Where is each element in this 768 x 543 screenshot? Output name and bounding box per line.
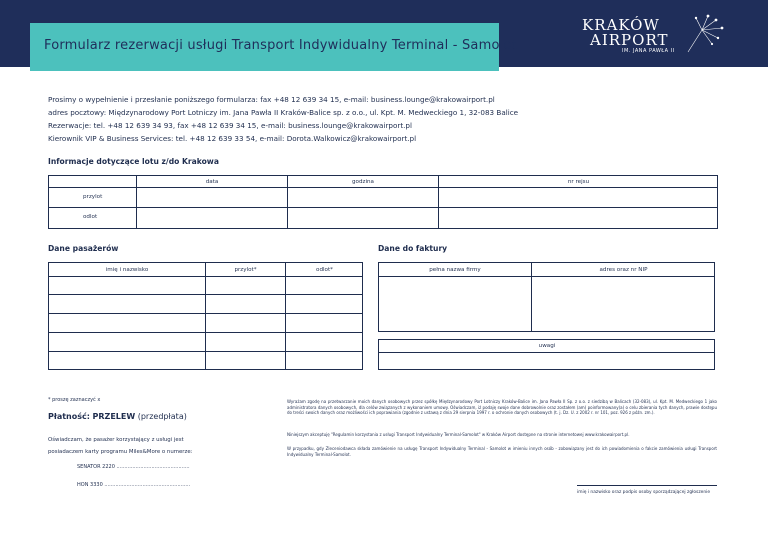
col-header-name: imię i nazwisko: [49, 263, 206, 277]
passenger-departure-checkbox[interactable]: [286, 352, 363, 370]
logo-line-3: IM. JANA PAWŁA II: [622, 48, 675, 54]
remarks-field[interactable]: [379, 353, 715, 370]
loyalty-statement: [48, 434, 288, 458]
senator-card-field[interactable]: SENATOR 2220 ..............................................: [77, 464, 190, 470]
consent-paragraph-1: Wyrażam zgodę na przetwarzanie moich danych osobowych przez spółkę Międzynarodowy Port Lotniczy Kraków-Balice im. Jana Pawła II Sp. z o.o. z siedzibą w Balicach (32-083), ul. Kpt. M. Medweckiego 1 jako administratora danych osobowych, dla celów związanych z wykonaniem umowy. Oświadczam, iż podaję swoje dane dobrowolnie oraz zostałem (am) poinformowany(a) o celu zbierania tych danych, prawie dostępu do treści swoich danych oraz możliwości ich poprawiania (zgodnie z ustawą z dnia 29 sierpnia 1997 r. o ochronie danych osobowych (t. j. Dz. U. z 2002 r. nr 101, poz. 926 z późn. zm.).: [287, 399, 717, 416]
contact-line: Kierownik VIP & Business Services: tel. +48 12 639 33 54, e-mail: Dorota.Walkowicz@krakowairport.pl: [48, 134, 417, 143]
remarks-table: [378, 339, 715, 370]
passenger-arrival-checkbox[interactable]: [206, 314, 286, 333]
signature-label: imię i nazwisko oraz podpis osoby sporządzającej zgłoszenie: [577, 490, 711, 495]
col-header-address: adres oraz nr NIP: [532, 263, 715, 277]
logo-line-2: AIRPORT: [590, 31, 669, 49]
col-header-company: pełna nazwa firmy: [379, 263, 532, 277]
hon-card-field[interactable]: HON 3330 ......................................................: [77, 482, 191, 488]
departure-time-field[interactable]: [288, 208, 439, 229]
passenger-departure-checkbox[interactable]: [286, 314, 363, 333]
passenger-name-field[interactable]: [49, 314, 206, 333]
departure-flight-no-field[interactable]: [439, 208, 718, 229]
contact-line: adres pocztowy: Międzynarodowy Port Lotniczy im. Jana Pawła II Kraków-Balice sp. z o.o., ul. Kpt. M. Medweckiego 1, 32-083 Balice: [48, 108, 519, 117]
departure-date-field[interactable]: [137, 208, 288, 229]
flight-heading: Informacje dotyczące lotu z/do Krakowa: [48, 157, 219, 166]
col-header-departure: odlot*: [286, 263, 363, 277]
passengers-table: [48, 262, 363, 370]
col-header-time: godzina: [288, 176, 439, 188]
passenger-arrival-checkbox[interactable]: [206, 277, 286, 295]
consent-paragraph-2: Niniejszym akceptuję "Regulamin korzystania z usługi Transport Indywidualny Terminal-Samolot" w Kraków Airport dostępne na stronie internetowej www.krakowairport.pl.: [287, 432, 630, 437]
contact-line: Prosimy o wypełnienie i przesłanie poniższego formularza: fax +48 12 639 34 15, e-mail: business.lounge@krakowairport.pl: [48, 95, 495, 104]
passenger-departure-checkbox[interactable]: [286, 333, 363, 352]
passengers-heading: Dane pasażerów: [48, 244, 119, 253]
contact-line: Rezerwacje: tel. +48 12 639 34 93, fax +48 12 639 34 15, e-mail: business.lounge@krakowairport.pl: [48, 121, 412, 130]
dandelion-icon: [678, 12, 728, 56]
address-nip-field[interactable]: [532, 277, 715, 332]
payment-label: Płatność:: [48, 412, 90, 421]
col-header-date: data: [137, 176, 288, 188]
arrival-date-field[interactable]: [137, 188, 288, 208]
contact-info: [48, 93, 518, 145]
flight-corner-cell: [49, 176, 137, 188]
passenger-departure-checkbox[interactable]: [286, 295, 363, 314]
invoice-heading: Dane do faktury: [378, 244, 448, 253]
passenger-arrival-checkbox[interactable]: [206, 295, 286, 314]
invoice-table: [378, 262, 715, 332]
title-banner: [30, 23, 517, 71]
passenger-name-field[interactable]: [49, 277, 206, 295]
arrival-flight-no-field[interactable]: [439, 188, 718, 208]
flight-table: [48, 175, 718, 229]
company-name-field[interactable]: [379, 277, 532, 332]
col-header-remarks: uwagi: [379, 340, 715, 353]
payment-method: PRZELEW: [92, 412, 136, 421]
passenger-name-field[interactable]: [49, 333, 206, 352]
row-label-departure: odlot: [49, 208, 137, 229]
airport-logo: [578, 16, 728, 56]
arrival-time-field[interactable]: [288, 188, 439, 208]
passenger-name-field[interactable]: [49, 352, 206, 370]
logo-line-1: KRAKÓW: [582, 16, 660, 34]
row-label-arrival: przylot: [49, 188, 137, 208]
col-header-arrival: przylot*: [206, 263, 286, 277]
loyalty-line-2: posiadaczem karty programu Miles&More o numerze:: [48, 449, 193, 455]
passenger-arrival-checkbox[interactable]: [206, 333, 286, 352]
consent-paragraph-3: W przypadku, gdy Zleceniodawca składa zamówienie na usługę Transport Indywidualny Terminal - Samolot w imieniu innych osób - zobowiązany jest do ich powiadomienia o fakcie zamówienia usługi Transport Indywidualny Terminal-Samolot.: [287, 446, 717, 457]
passenger-departure-checkbox[interactable]: [286, 277, 363, 295]
loyalty-line-1: Oświadczam, że pasażer korzystający z usługi jest: [48, 437, 184, 443]
page-title: Formularz rezerwacji usługi Transport Indywidualny Terminal - Samolot: [44, 38, 517, 53]
passenger-name-field[interactable]: [49, 295, 206, 314]
payment-line: [48, 412, 187, 421]
footnote: * proszę zaznaczyć x: [48, 397, 101, 403]
passenger-arrival-checkbox[interactable]: [206, 352, 286, 370]
payment-note: (przedpłata): [137, 412, 187, 421]
col-header-flight-no: nr rejsu: [439, 176, 718, 188]
signature-line[interactable]: [577, 485, 717, 486]
